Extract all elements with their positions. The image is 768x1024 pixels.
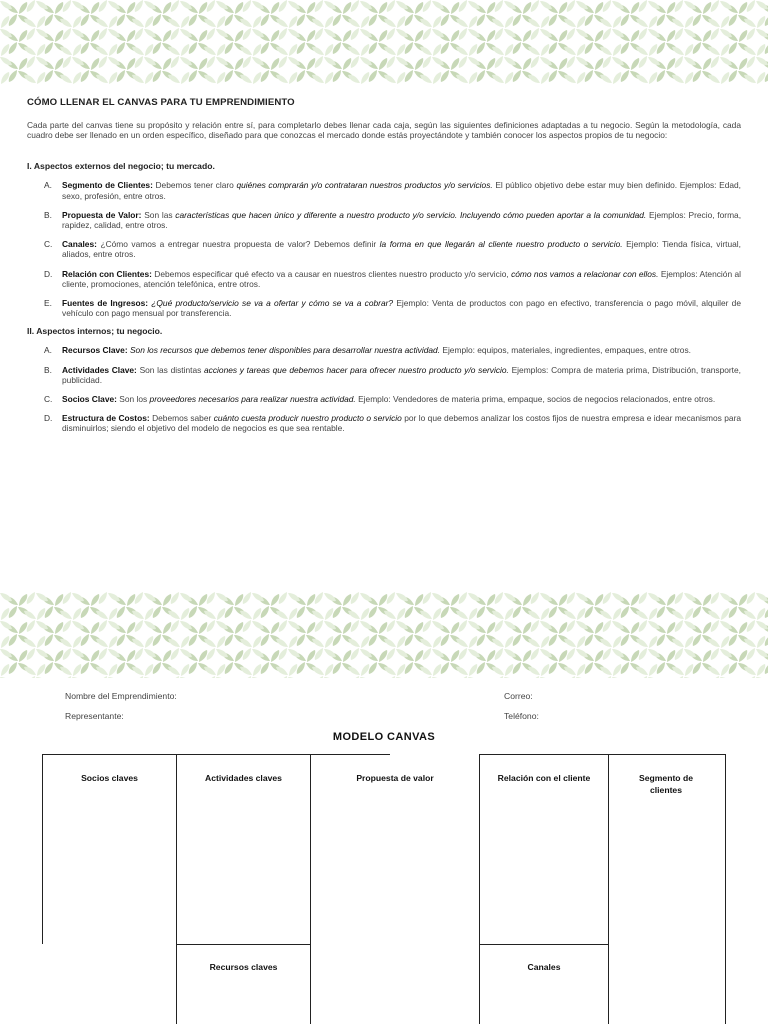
external-items-list xyxy=(27,180,741,318)
list-item-example: Ejemplos: Atención al cliente, promociones, atención telefónica, entre otros. xyxy=(62,268,741,289)
grid-top-line-left xyxy=(42,754,390,755)
cell-segmento-clientes[interactable]: Segmento de clientes xyxy=(639,773,693,795)
list-item-text: ¿Cómo vamos a entregar nuestra propuesta de valor? Debemos definir xyxy=(100,239,377,250)
guide-content xyxy=(27,97,741,443)
top-decorative-pattern xyxy=(0,0,768,84)
internal-items-list xyxy=(27,345,741,433)
list-item-text: Son las xyxy=(144,209,173,220)
list-item-emphasis: quiénes comprarán y/o contrataran nuestros productos y/o servicios. xyxy=(236,180,493,191)
guide-intro: Cada parte del canvas tiene su propósito y relación entre sí, para completarlo debes llenar cada caja, según las siguientes definiciones adaptadas a tu negocio. Según la metodología, cada cuadro debe ser llenado en un orden específico, diseñado para que conozcas el mercado donde estás proyectándote y también conocer los aspectos propios de tu negocio: xyxy=(27,120,741,141)
list-item xyxy=(27,345,741,355)
list-item-letter: B. xyxy=(44,364,52,375)
list-item-letter: A. xyxy=(44,345,52,356)
section-heading-internal: II. Aspectos internos; tu negocio. xyxy=(27,326,163,337)
list-item-example: por lo que debemos analizar los costos fijos de nuestra empresa e idear mecanismos para disminuirlos; siendo el objetivo del modelo de negocios es que sea rentable. xyxy=(62,413,742,434)
list-item-text: Debemos especificar qué efecto va a causar en nuestros clientes nuestro producto y/o servicio, xyxy=(154,268,509,279)
list-item-text: Debemos tener claro xyxy=(155,180,234,191)
correo-label: Correo: xyxy=(504,691,533,701)
nombre-emprendimiento-line[interactable] xyxy=(210,700,490,701)
grid-divider-actividades xyxy=(310,754,311,1024)
list-item xyxy=(27,239,741,259)
list-item-letter: A. xyxy=(44,180,52,191)
cell-propuesta-valor[interactable]: Propuesta de valor xyxy=(356,773,434,783)
list-item xyxy=(27,269,741,289)
list-item-emphasis: cuánto cuesta producir nuestro producto o servicio xyxy=(213,413,402,424)
list-item-term: Recursos Clave: xyxy=(62,345,128,356)
section-heading-external: I. Aspectos externos del negocio; tu mercado. xyxy=(27,161,215,172)
list-item-text: Debemos saber xyxy=(152,413,212,424)
grid-divider-segmento xyxy=(608,754,609,1024)
guide-title: CÓMO LLENAR EL CANVAS PARA TU EMPRENDIMIENTO xyxy=(27,97,295,108)
cell-canales[interactable]: Canales xyxy=(527,962,561,972)
list-item-term: Fuentes de Ingresos: xyxy=(62,298,149,309)
list-item-example: Ejemplo: Venta de productos con pago en efectivo, transferencia o pago móvil, alquiler de vehículo con pago mensual por transferencia. xyxy=(62,298,741,319)
list-item xyxy=(27,180,741,200)
nombre-emprendimiento-label: Nombre del Emprendimiento: xyxy=(65,691,177,701)
telefono-label: Teléfono: xyxy=(504,711,539,721)
list-item-example: El público objetivo debe estar muy bien definido. Ejemplos: Edad, sexo, profesión, entre otros. xyxy=(62,180,742,201)
representante-label: Representante: xyxy=(65,711,124,721)
grid-right-border xyxy=(725,754,726,1024)
list-item-emphasis: Son los recursos que debemos tener disponibles para desarrollar nuestra actividad. xyxy=(129,345,441,356)
list-item-letter: C. xyxy=(44,239,53,250)
list-item-text: Son los xyxy=(119,394,148,405)
list-item-term: Relación con Clientes: xyxy=(62,268,152,279)
list-item-emphasis: acciones y tareas que debemos hacer para ofrecer nuestro producto y/o servicio. xyxy=(204,364,509,375)
list-item-letter: E. xyxy=(44,298,52,309)
grid-divider-socios xyxy=(176,754,177,1024)
list-item-term: Propuesta de Valor: xyxy=(62,209,142,220)
cell-recursos-claves[interactable]: Recursos claves xyxy=(209,962,278,972)
grid-mid-line-left xyxy=(176,944,310,945)
list-item xyxy=(27,413,741,433)
list-item-letter: B. xyxy=(44,209,52,220)
list-item-term: Actividades Clave: xyxy=(62,364,137,375)
list-item-emphasis: ¿Qué producto/servicio se va a ofertar y cómo se va a cobrar? xyxy=(151,298,394,309)
grid-mid-line-right xyxy=(479,944,608,945)
middle-decorative-pattern xyxy=(0,592,768,678)
list-item-emphasis: la forma en que llegarán al cliente nuestro producto o servicio. xyxy=(379,239,623,250)
list-item-letter: D. xyxy=(44,268,53,279)
cell-socios-claves[interactable]: Socios claves xyxy=(81,773,138,783)
list-item xyxy=(27,298,741,318)
list-item xyxy=(27,365,741,385)
list-item-term: Estructura de Costos: xyxy=(62,413,150,424)
list-item xyxy=(27,210,741,230)
cell-actividades-claves[interactable]: Actividades claves xyxy=(205,773,282,783)
list-item-example: Ejemplos: Compra de materia prima, Distribución, transporte, publicidad. xyxy=(62,364,741,385)
canvas-title: MODELO CANVAS xyxy=(332,731,436,743)
grid-divider-relacion xyxy=(479,754,480,1024)
cell-relacion-cliente[interactable]: Relación con el cliente xyxy=(497,773,591,783)
list-item-term: Segmento de Clientes: xyxy=(62,180,153,191)
list-item-example: Ejemplos: Precio, forma, rapidez, calidad, entre otros. xyxy=(62,209,742,231)
list-item-emphasis: proveedores necesarios para realizar nuestra actividad. xyxy=(149,394,356,405)
list-item-term: Socios Clave: xyxy=(62,394,117,405)
list-item-example: Ejemplo: equipos, materiales, ingredientes, empaques, entre otros. xyxy=(442,345,691,356)
list-item-text: Son las distintas xyxy=(139,364,202,375)
list-item-example: Ejemplo: Vendedores de materia prima, empaque, socios de negocios relacionados, entre otros. xyxy=(358,394,716,405)
list-item-letter: D. xyxy=(44,413,53,424)
list-item-example: Ejemplo: Tienda física, virtual, aliados, entre otros. xyxy=(62,239,741,260)
list-item-letter: C. xyxy=(44,394,53,405)
list-item-emphasis: características que hacen único y diferente a nuestro producto y/o servicio. Incluyendo cómo pueden aportar a la comunidad. xyxy=(175,209,647,220)
list-item-term: Canales: xyxy=(62,239,97,250)
list-item xyxy=(27,394,741,404)
grid-top-line-right xyxy=(479,754,726,755)
list-item-emphasis: cómo nos vamos a relacionar con ellos. xyxy=(511,268,659,279)
